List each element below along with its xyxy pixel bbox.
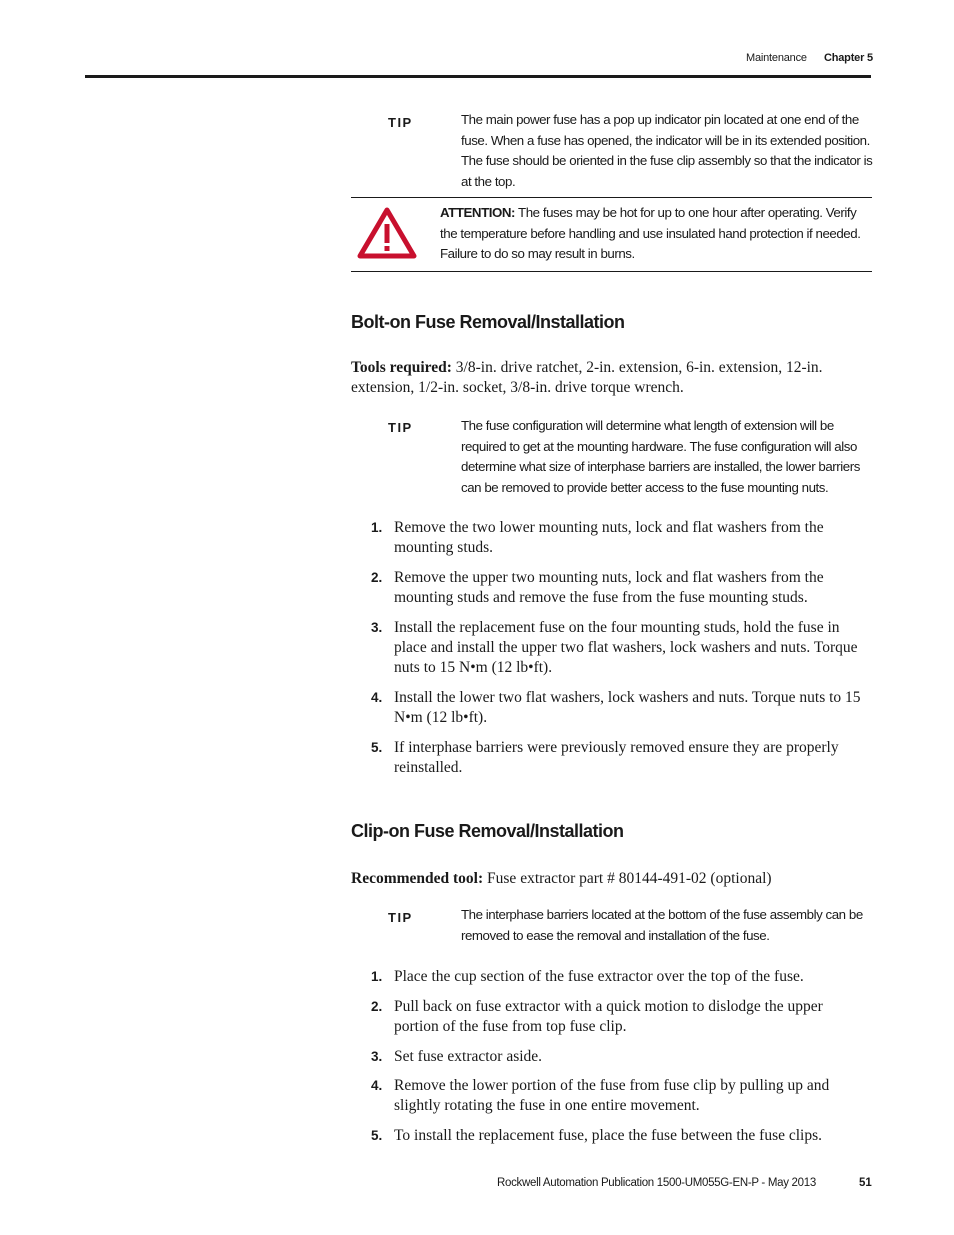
tip-label: TIP bbox=[388, 910, 413, 925]
tools-required-paragraph bbox=[351, 358, 871, 398]
step-number: 2. bbox=[371, 999, 383, 1014]
step-number: 5. bbox=[371, 1128, 383, 1143]
step-number: 2. bbox=[371, 570, 383, 585]
attention-label: ATTENTION: bbox=[440, 205, 516, 220]
step-text: To install the replacement fuse, place the fuse between the fuse clips. bbox=[394, 1127, 823, 1144]
step-number: 4. bbox=[371, 1078, 383, 1093]
section-heading-bolt-on: Bolt-on Fuse Removal/Installation bbox=[351, 312, 625, 332]
page-number: 51 bbox=[859, 1177, 872, 1189]
attention-text bbox=[440, 203, 865, 265]
tip-text: The interphase barriers located at the bottom of the fuse assembly can be removed to ease the removal and installation of the fuse. bbox=[461, 907, 863, 943]
step-number: 4. bbox=[371, 690, 383, 705]
step-text: Set fuse extractor aside. bbox=[394, 1048, 543, 1065]
tools-required-label: Tools required: bbox=[351, 359, 452, 376]
section-heading-clip-on: Clip-on Fuse Removal/Installation bbox=[351, 821, 624, 841]
step-text: Place the cup section of the fuse extractor over the top of the fuse. bbox=[394, 968, 804, 985]
step-number: 5. bbox=[371, 740, 383, 755]
tip-text: The main power fuse has a pop up indicator pin located at one end of the fuse. When a fuse has opened, the indicator will be in its extended position. The fuse should be oriented in the fuse clip assembly so that the indicator is at the top. bbox=[461, 112, 873, 189]
step-text: Remove the upper two mounting nuts, lock and flat washers from the mounting studs and remove the fuse from the fuse mounting studs. bbox=[394, 569, 824, 606]
footer-publication: Rockwell Automation Publication 1500-UM055G-EN-P - May 2013 bbox=[497, 1177, 816, 1189]
step-number: 1. bbox=[371, 520, 383, 535]
recommended-tool-label: Recommended tool: bbox=[351, 870, 484, 887]
attention-body: The fuses may be hot for up to one hour after operating. Verify the temperature before handling and use insulated hand protection if needed. Failure to do so may result in burns. bbox=[440, 205, 861, 261]
recommended-tool-text: Fuse extractor part # 80144-491-02 (optional) bbox=[483, 870, 772, 887]
header-rule bbox=[85, 75, 871, 78]
tip-label: TIP bbox=[388, 115, 413, 130]
attention-box bbox=[351, 197, 872, 272]
step-text: Install the lower two flat washers, lock washers and nuts. Torque nuts to 15 N•m (12 lb•ft). bbox=[394, 689, 861, 726]
step-text: Remove the two lower mounting nuts, lock and flat washers from the mounting studs. bbox=[394, 519, 824, 556]
step-number: 3. bbox=[371, 620, 383, 635]
tip-label: TIP bbox=[388, 420, 413, 435]
warning-triangle-icon bbox=[357, 206, 417, 260]
step-text: Pull back on fuse extractor with a quick motion to dislodge the upper portion of the fuse from top fuse clip. bbox=[394, 998, 823, 1035]
recommended-tool-paragraph bbox=[351, 869, 871, 889]
step-text: If interphase barriers were previously removed ensure they are properly reinstalled. bbox=[394, 739, 839, 776]
tip-text: The fuse configuration will determine what length of extension will be required to get at the mounting hardware. The fuse configuration will also determine what size of interphase barriers are installed, the lower barriers can be removed to provide better access to the fuse mounting nuts. bbox=[461, 418, 860, 495]
step-text: Remove the lower portion of the fuse from fuse clip by pulling up and slightly rotating the fuse in one entire movement. bbox=[394, 1077, 830, 1114]
step-number: 3. bbox=[371, 1049, 383, 1064]
tools-required-text: 3/8-in. drive ratchet, 2-in. extension, 6-in. extension, 12-in. extension, 1/2-in. socket, 3/8-in. drive torque wrench. bbox=[351, 359, 823, 396]
step-number: 1. bbox=[371, 969, 383, 984]
header-chapter-label: Chapter 5 bbox=[824, 52, 873, 64]
step-text: Install the replacement fuse on the four mounting studs, hold the fuse in place and install the upper two flat washers, lock washers and nuts. Torque nuts to 15 N•m (12 lb•ft). bbox=[394, 619, 858, 676]
header-section-title: Maintenance bbox=[746, 52, 807, 64]
